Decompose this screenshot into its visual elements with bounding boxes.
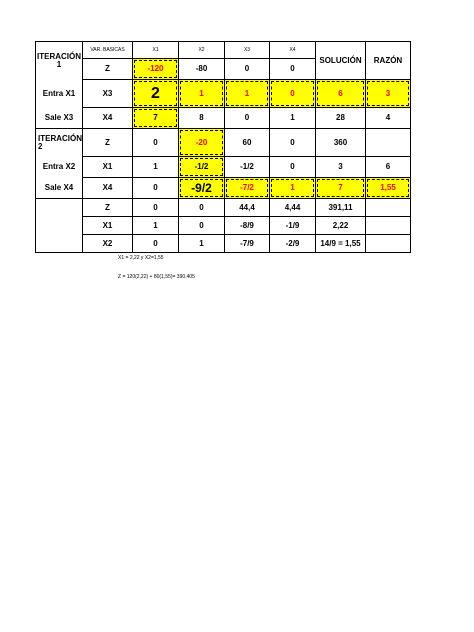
pivot-row-cell: -7/2 — [225, 178, 270, 199]
cell: -1/2 — [225, 157, 270, 178]
cell: -80 — [179, 59, 225, 80]
cell: 3 — [316, 157, 366, 178]
pivot-column-cell: -120 — [133, 59, 179, 80]
cell: -1/9 — [270, 217, 316, 235]
var-basicas-header: VAR. BASICAS — [83, 42, 133, 59]
pivot-row-cell: 1 — [270, 178, 316, 199]
pivot-column-cell: -20 — [179, 129, 225, 157]
sale-label: Sale X3 — [36, 108, 83, 129]
cell: 6 — [366, 157, 411, 178]
pivot-column-cell: -1/2 — [179, 157, 225, 178]
cell: 1 — [179, 235, 225, 253]
entra-label: Entra X2 — [36, 157, 83, 178]
pivot-cell: 2 — [133, 80, 179, 108]
cell: 1 — [270, 108, 316, 129]
row-var: Z — [83, 199, 133, 217]
cell: 4 — [366, 108, 411, 129]
cell: -2/9 — [270, 235, 316, 253]
row-var: X3 — [83, 80, 133, 108]
cell: 391,11 — [316, 199, 366, 217]
iteracion1-label: ITERACIÓN 1 — [36, 42, 83, 80]
cell: 60 — [225, 129, 270, 157]
cell: 0 — [133, 199, 179, 217]
cell: 360 — [316, 129, 366, 157]
result-note-1: X1 = 2,22 y X2=1,55 — [118, 255, 164, 261]
row-var: X4 — [83, 178, 133, 199]
cell: 8 — [179, 108, 225, 129]
cell: 1 — [133, 217, 179, 235]
row-var: Z — [83, 129, 133, 157]
cell — [366, 129, 411, 157]
result-note-2: Z = 120(2,22) + 80(1,55)= 390,405 — [118, 274, 195, 280]
pivot-row-cell: 6 — [316, 80, 366, 108]
pivot-row-cell: 1 — [225, 80, 270, 108]
cell: -7/9 — [225, 235, 270, 253]
pivot-cell: -9/2 — [179, 178, 225, 199]
sale-label: Sale X4 — [36, 178, 83, 199]
cell: 0 — [270, 129, 316, 157]
pivot-column-cell: 7 — [133, 108, 179, 129]
cell: 1 — [133, 157, 179, 178]
razon-header: RAZÓN — [366, 42, 411, 80]
pivot-row-cell: 1 — [179, 80, 225, 108]
x2-header: X2 — [179, 42, 225, 59]
empty-label — [36, 235, 83, 253]
cell: 0 — [133, 178, 179, 199]
row-var: X1 — [83, 217, 133, 235]
cell — [366, 217, 411, 235]
x3-header: X3 — [225, 42, 270, 59]
cell: 28 — [316, 108, 366, 129]
cell: 14/9 = 1,55 — [316, 235, 366, 253]
cell: 0 — [270, 59, 316, 80]
pivot-row-cell: 3 — [366, 80, 411, 108]
row-var: X4 — [83, 108, 133, 129]
solucion-header: SOLUCIÓN — [316, 42, 366, 80]
iteracion2-label: ITERACIÓN 2 — [36, 129, 83, 157]
cell: 0 — [133, 235, 179, 253]
cell: 2,22 — [316, 217, 366, 235]
cell: 0 — [225, 59, 270, 80]
row-var: X2 — [83, 235, 133, 253]
x1-header: X1 — [133, 42, 179, 59]
cell: 0 — [133, 129, 179, 157]
cell: 0 — [179, 217, 225, 235]
cell — [366, 199, 411, 217]
cell: 4,44 — [270, 199, 316, 217]
cell: 0 — [179, 199, 225, 217]
entra-label: Entra X1 — [36, 80, 83, 108]
cell: 0 — [225, 108, 270, 129]
iteracion3-label — [36, 199, 83, 217]
simplex-table — [35, 41, 411, 253]
cell: -8/9 — [225, 217, 270, 235]
row-var: Z — [83, 59, 133, 80]
cell: 44,4 — [225, 199, 270, 217]
row-var: X1 — [83, 157, 133, 178]
pivot-row-cell: 1,55 — [366, 178, 411, 199]
pivot-row-cell: 0 — [270, 80, 316, 108]
pivot-row-cell: 7 — [316, 178, 366, 199]
empty-label — [36, 217, 83, 235]
x4-header: X4 — [270, 42, 316, 59]
cell: 0 — [270, 157, 316, 178]
cell — [366, 235, 411, 253]
